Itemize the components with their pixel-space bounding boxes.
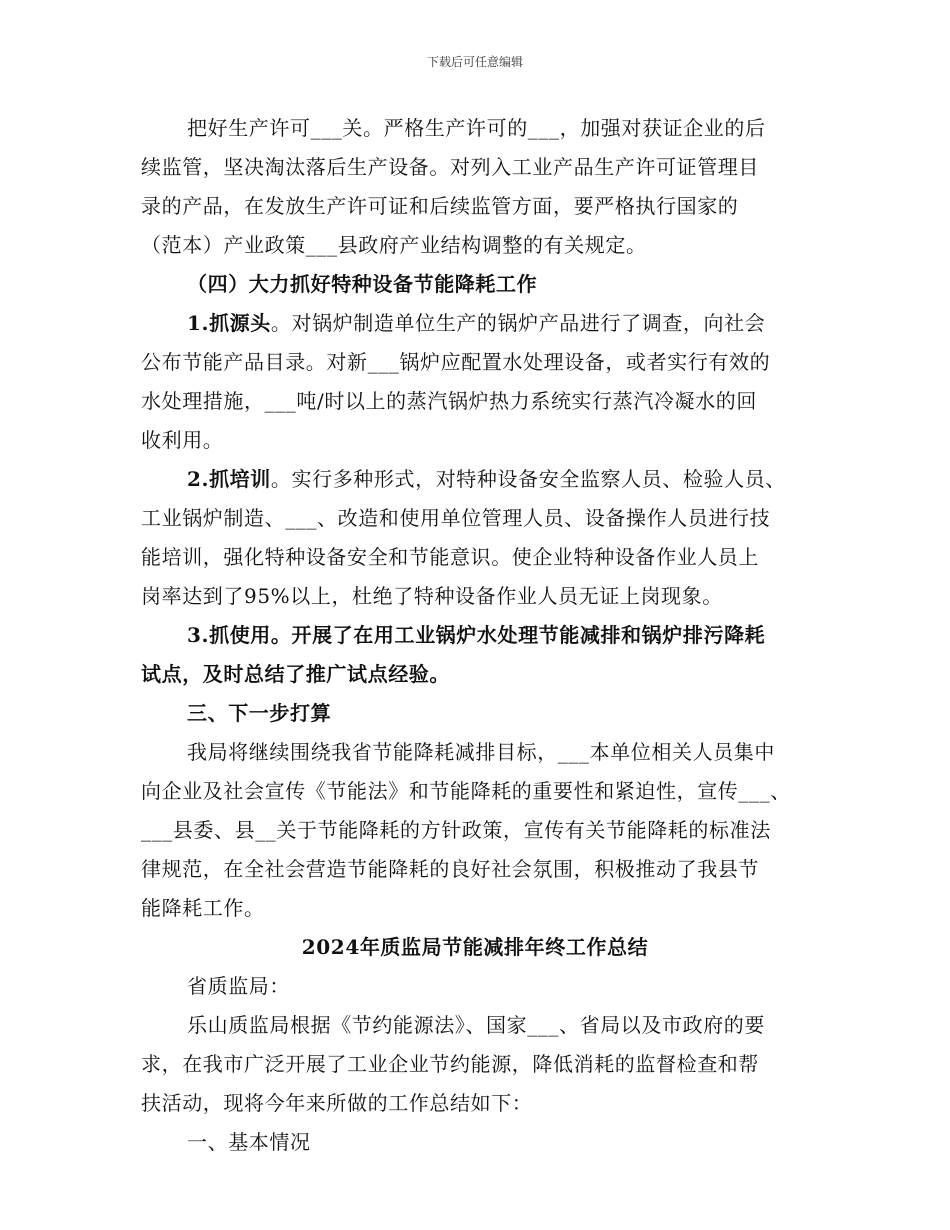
item-lead: 2.抓培训 — [187, 467, 271, 491]
paragraph-line: 录的产品，在发放生产许可证和后续监管方面，要严格执行国家的 — [141, 194, 739, 218]
paragraph-line: 能培训，强化特种设备安全和节能意识。使企业特种设备作业人员上 — [141, 545, 759, 569]
paragraph-line: 我局将继续围绕我省节能降耗减排目标，___本单位相关人员集中 — [187, 740, 775, 764]
paragraph-line: 2.抓培训。实行多种形式，对特种设备安全监察人员、检验人员、 — [187, 467, 786, 491]
paragraph-line: 向企业及社会宣传《节能法》和节能降耗的重要性和紧迫性，宣传___、 — [141, 779, 791, 803]
paragraph-line: 律规范，在全社会营造节能降耗的良好社会氛围，积极推动了我县节 — [141, 857, 759, 881]
paragraph-line: 扶活动，现将今年来所做的工作总结如下： — [141, 1091, 533, 1115]
paragraph-line: 求，在我市广泛开展了工业企业节约能源，降低消耗的监督检查和帮 — [141, 1052, 759, 1076]
paragraph-line: 工业锅炉制造、___、改造和使用单位管理人员、设备操作人员进行技 — [141, 506, 771, 530]
paragraph-line-bold: 3.抓使用。开展了在用工业锅炉水处理节能减排和锅炉排污降耗 — [187, 623, 766, 647]
paragraph-line: 续监管，坚决淘汰落后生产设备。对列入工业产品生产许可证管理目 — [141, 155, 759, 179]
paragraph-line: 收利用。 — [141, 428, 224, 452]
section-heading: 一、基本情况 — [187, 1130, 311, 1154]
document-title: 2024年质监局节能减排年终工作总结 — [301, 935, 649, 959]
paragraph-line: （范本）产业政策___县政府产业结构调整的有关规定。 — [141, 233, 647, 257]
paragraph-line: 公布节能产品目录。对新___锅炉应配置水处理设备，或者实行有效的 — [141, 350, 771, 374]
salutation: 省质监局： — [187, 974, 290, 998]
paragraph-line: 能降耗工作。 — [141, 896, 265, 920]
paragraph-line-bold: 试点，及时总结了推广试点经验。 — [141, 662, 450, 686]
paragraph-line: 水处理措施，___吨/时以上的蒸汽锅炉热力系统实行蒸汽冷凝水的回 — [141, 389, 757, 413]
section-heading: （四）大力抓好特种设备节能降耗工作 — [187, 272, 538, 296]
item-lead: 1.抓源头 — [187, 311, 271, 335]
paragraph-line: 乐山质监局根据《节约能源法》、国家___、省局以及市政府的要 — [187, 1013, 765, 1037]
paragraph-line: 岗率达到了95%以上，杜绝了特种设备作业人员无证上岗现象。 — [141, 584, 723, 608]
paragraph-line: 把好生产许可___关。严格生产许可的___，加强对获证企业的后 — [187, 116, 766, 140]
paragraph-line: ___县委、县__关于节能降耗的方针政策，宣传有关节能降耗的标准法 — [141, 818, 771, 842]
page-header: 下载后可任意编辑 — [426, 55, 523, 69]
paragraph-line: 1.抓源头。对锅炉制造单位生产的锅炉产品进行了调查，向社会 — [187, 311, 766, 335]
section-heading: 三、下一步打算 — [187, 701, 332, 725]
